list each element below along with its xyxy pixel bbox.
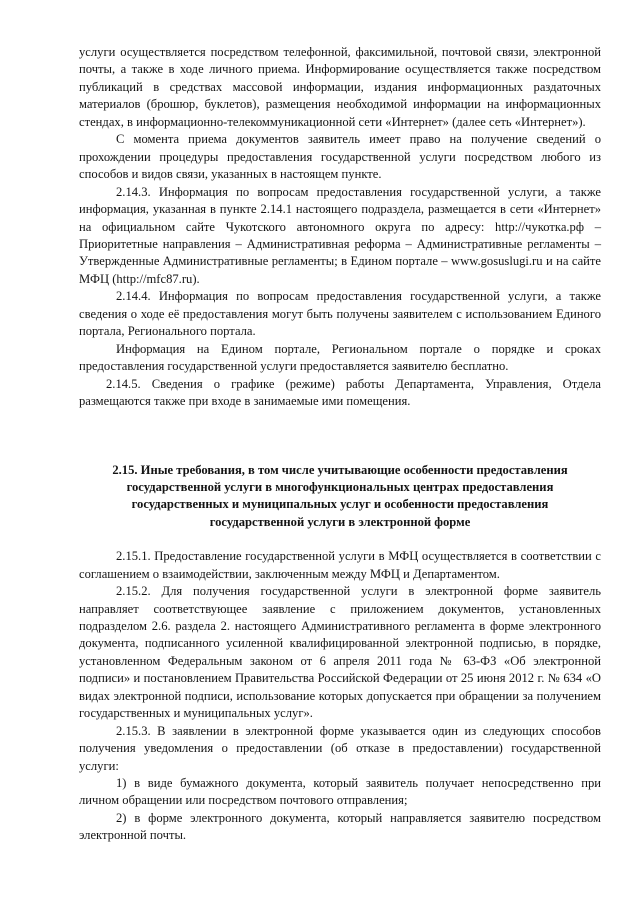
section-heading-2-15	[79, 462, 601, 532]
paragraph-2-14-5: 2.14.5. Сведения о графике (режиме) работы Департамента, Управления, Отдела размещаются также при входе в занимаемые ими помещения.	[79, 376, 601, 409]
paragraph-2-15-2: 2.15.2. Для получения государственной услуги в электронной форме заявитель направляет соответствующее заявление с приложением документов, установленных подразделом 2.6. раздела 2. настоящего Административного регламента в форме электронного документа, подписанного усиленной квалифицированной электронной подписью, в порядке, установленном Федеральным законом от 6 апреля 2011 года № 63-ФЗ «Об электронной подписи» и постановлением Правительства Российской Федерации от 25 июня 2012 г. № 634 «О видах электронной подписи, использование которых допускается при обращении за получением государственных и муниципальных услуг».	[79, 584, 601, 721]
paragraph-2-14-4: 2.14.4. Информация по вопросам предоставления государственной услуги, а также сведения о ходе её предоставления могут быть получены заявителем с использованием Единого портала, Регионального портала.	[79, 289, 601, 339]
list-item-electronic-document: 2) в форме электронного документа, который направляется заявителю посредством электронной почты.	[79, 810, 601, 843]
heading-line-3: государственных и муниципальных услуг и особенности предоставления	[131, 497, 549, 512]
paragraph-2-14-3: 2.14.3. Информация по вопросам предоставления государственной услуги, а также информация, указанная в пункте 2.14.1 настоящего подраздела, размещается в сети «Интернет» на официальном сайте Чукотского автономного округа по адресу: http://чукотка.рф – Приоритетные направления – Административная реформа – Административные регламенты – Утвержденные Административные регламенты; в Едином портале – www.gosuslugi.ru и на сайте МФЦ (http://mfc87.ru).	[79, 184, 601, 286]
heading-line-4: государственной услуги в электронной форме	[209, 514, 471, 529]
paragraph-status-tracking: С момента приема документов заявитель имеет право на получение сведений о прохождении процедуры предоставления государственной услуги посредством любого из способов и видов связи, указанных в настоящем пункте.	[79, 132, 601, 182]
paragraph-portal-info: Информация на Едином портале, Региональном портале о порядке и сроках предоставления государственной услуги предоставляется заявителю бесплатно.	[79, 341, 601, 374]
heading-line-2: государственной услуги в многофункциональных центрах предоставления	[126, 479, 554, 494]
list-item-paper-document: 1) в виде бумажного документа, который заявитель получает непосредственно при личном обращении или посредством почтового отправления;	[79, 776, 601, 808]
paragraph-2-15-3: 2.15.3. В заявлении в электронной форме указывается один из следующих способов получения уведомления о предоставлении (об отказе в предоставлении) государственной услуги:	[79, 723, 601, 773]
document-page	[79, 44, 601, 845]
paragraph-2-15-1: 2.15.1. Предоставление государственной услуги в МФЦ осуществляется в соответствии с соглашением о взаимодействии, заключенным между МФЦ и Департаментом.	[79, 549, 601, 581]
heading-line-1: 2.15. Иные требования, в том числе учитывающие особенности предоставления	[112, 462, 568, 477]
paragraph-informing-methods: услуги осуществляется посредством телефонной, факсимильной, почтовой связи, электронной почты, а также в ходе личного приема. Информирование осуществляется также посредством публикаций в средствах массовой информации, издания информационных раздаточных материалов (брошюр, буклетов), размещения необходимой информации на информационных стендах, в информационно-телекоммуникационной сети «Интернет» (далее сеть «Интернет»).	[79, 45, 601, 129]
